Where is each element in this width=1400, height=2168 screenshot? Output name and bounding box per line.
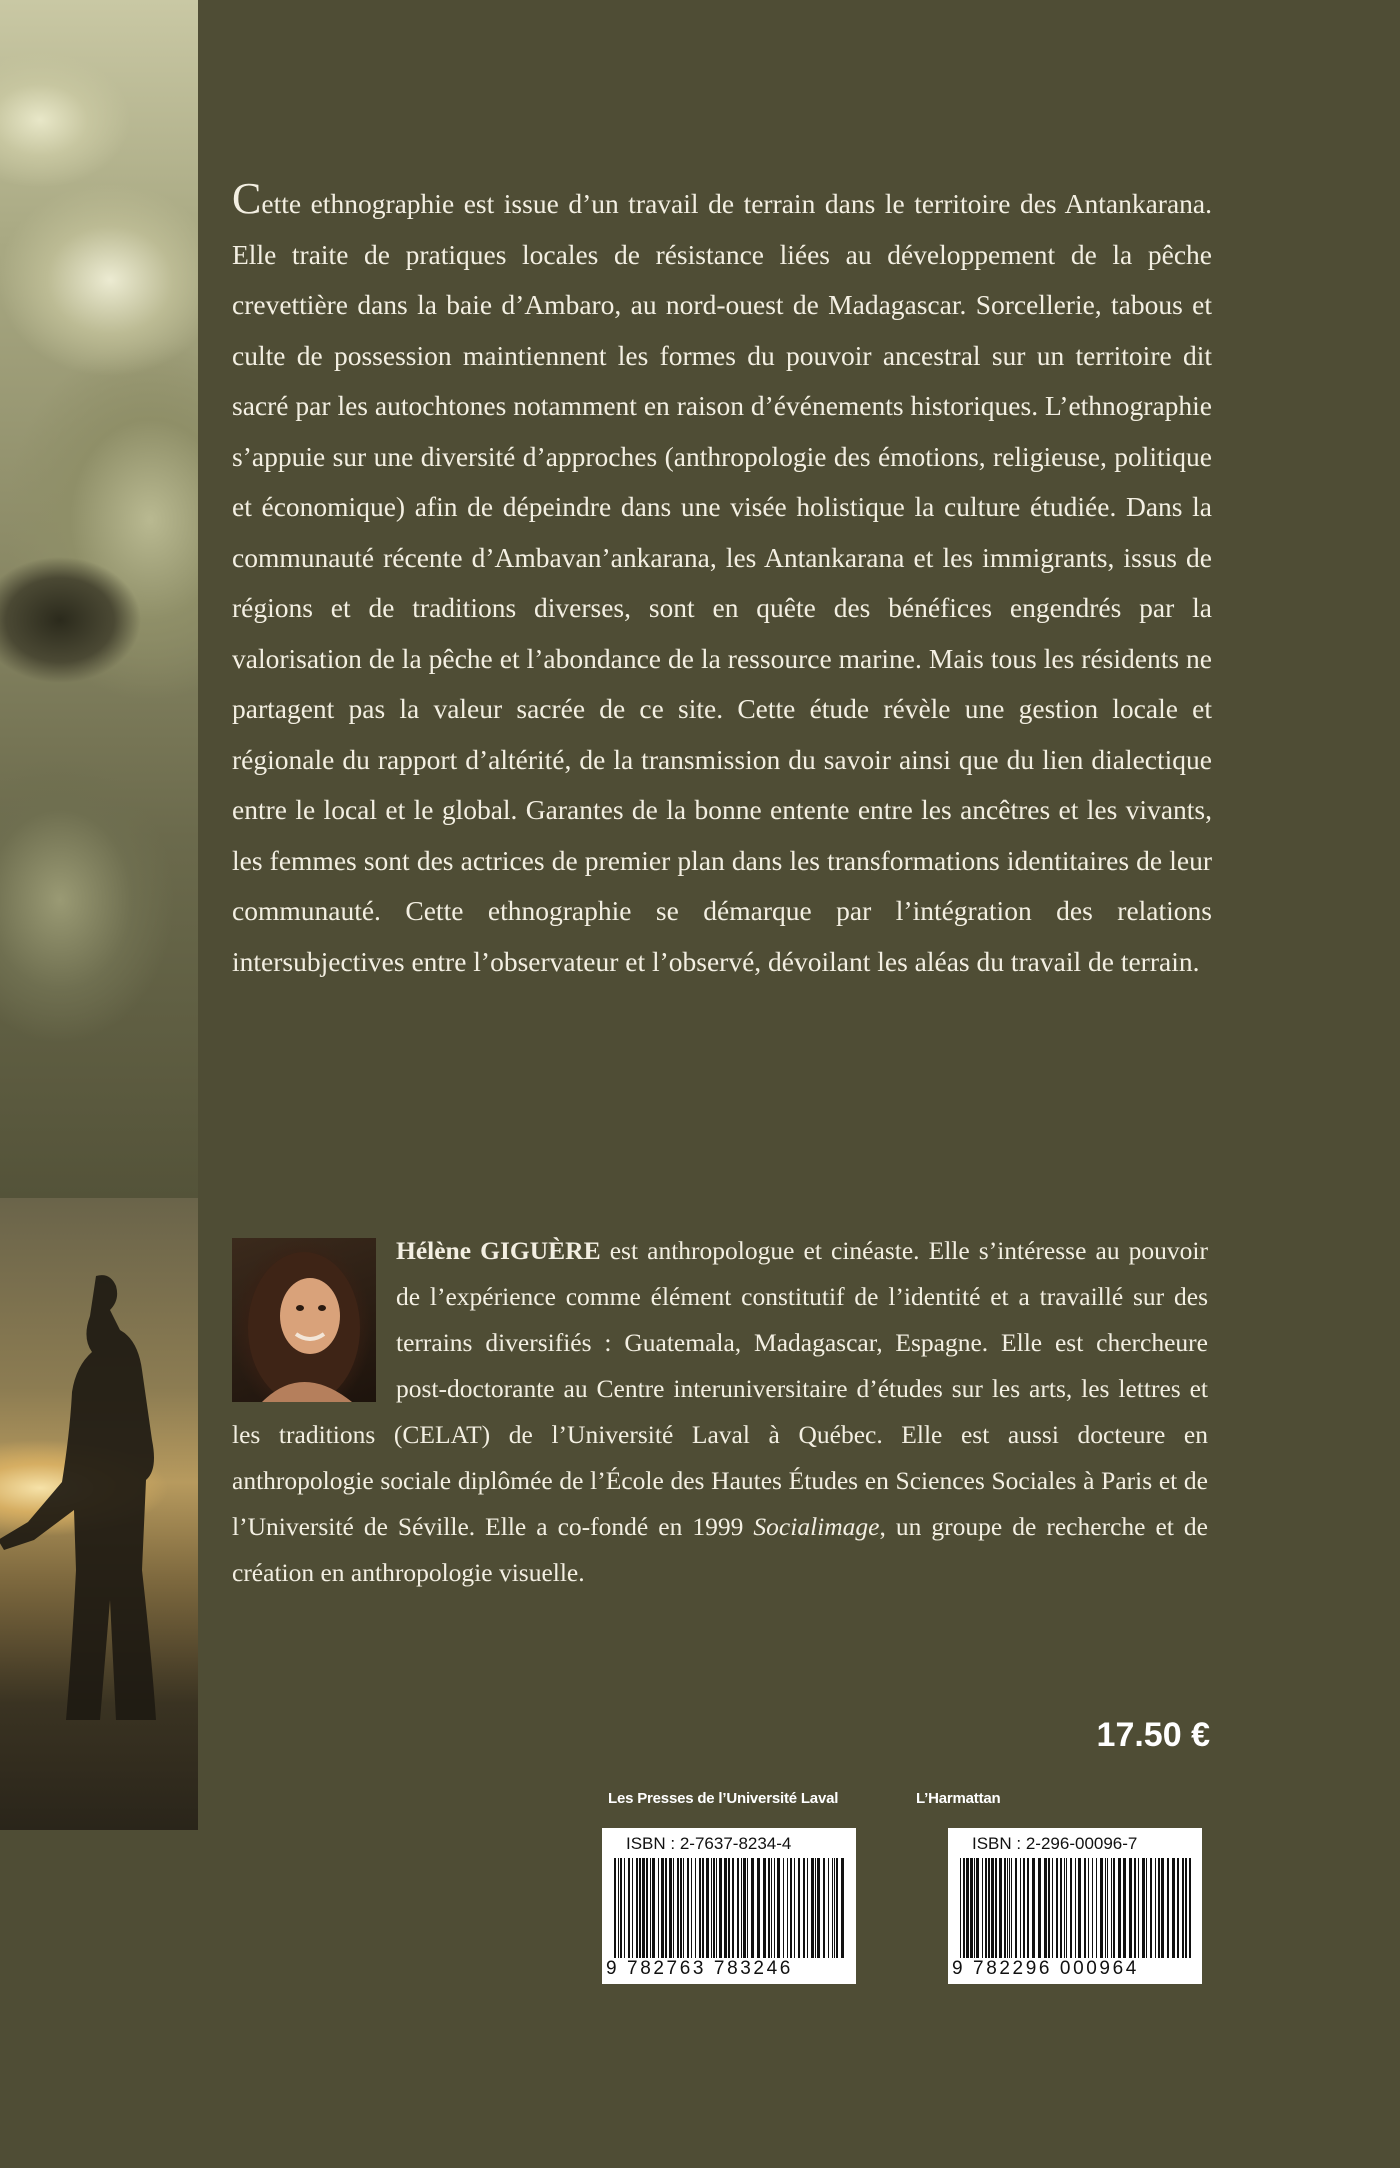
barcode-bars <box>958 1858 1192 1958</box>
price: 17.50 € <box>1096 1716 1210 1754</box>
author-bio-text-2: , un groupe de recherche et de création en anthropologie visuelle. <box>232 1512 1208 1587</box>
barcode-digits: 9 782296 000964 <box>952 1958 1139 1979</box>
author-bio-text-1: est anthropologue et cinéaste. Elle s’intéresse au pouvoir de l’expérience comme élément constitutif de l’identité et a travaillé sur des terrains diversifiés : Guatemala, Madagascar, Espagne. Elle est chercheure post-doctorante au Centre interuniversitaire d’études sur les arts, les lettres et les traditions (CELAT) de l’Université Laval à Québec. Elle est aussi docteure en anthropologie sociale diplômée de l’École des Hautes Études en Sciences Sociales à Paris et de l’Université de Séville. Elle a co-fondé en 1999 <box>232 1236 1209 1541</box>
barcode-harmattan <box>948 1828 1202 1984</box>
barcode-pul <box>602 1828 856 1984</box>
barcode-digits: 9 782763 783246 <box>606 1958 793 1979</box>
publisher-harmattan: L’Harmattan <box>916 1790 1001 1807</box>
portrait-photo <box>0 0 198 1198</box>
fisherman-silhouette <box>0 1198 198 1830</box>
author-bio <box>232 1228 1208 1596</box>
author-name: Hélène GIGUÈRE <box>396 1236 601 1265</box>
isbn-label: ISBN : 2-296-00096-7 <box>972 1834 1138 1853</box>
publisher-pul: Les Presses de l’Université Laval <box>608 1790 839 1807</box>
research-group-name: Socialimage <box>753 1512 880 1541</box>
book-description: Cette ethnographie est issue d’un travail de terrain dans le territoire des Antankarana. Elle traite de pratiques locales de résistance liées au développement de la pêche crevettière dans la baie d’Ambaro, au nord-ouest de Madagascar. Sorcellerie, tabous et culte de possession maintiennent les formes du pouvoir ancestral sur un territoire dit sacré par les autochtones notamment en raison d’événements historiques. L’ethnographie s’appuie sur une diversité d’approches (anthropologie des émotions, religieuse, politique et économique) afin de dépeindre dans une visée holistique la culture étudiée. Dans la communauté récente d’Ambavan’ankarana, les Antankarana et les immigrants, issus de régions et de traditions diverses, sont en quête des bénéfices engendrés par la valorisation de la pêche et l’abondance de la ressource marine. Mais tous les résidents ne partagent pas la valeur sacrée de ce site. Cette étude révèle une gestion locale et régionale du rapport d’altérité, de la transmission du savoir ainsi que du lien dialectique entre le local et le global. Garantes de la bonne entente entre les ancêtres et les vivants, les femmes sont des actrices de premier plan dans les transformations identitaires de leur communauté. Cette ethnographie se démarque par l’intégration des relations intersubjectives entre l’observateur et l’observé, dévoilant les aléas du travail de terrain. <box>232 174 1212 977</box>
barcode-bars <box>612 1858 846 1958</box>
isbn-label: ISBN : 2-7637-8234-4 <box>626 1834 792 1853</box>
photo-strip <box>0 0 198 1830</box>
photo-spacer <box>232 1228 396 1400</box>
